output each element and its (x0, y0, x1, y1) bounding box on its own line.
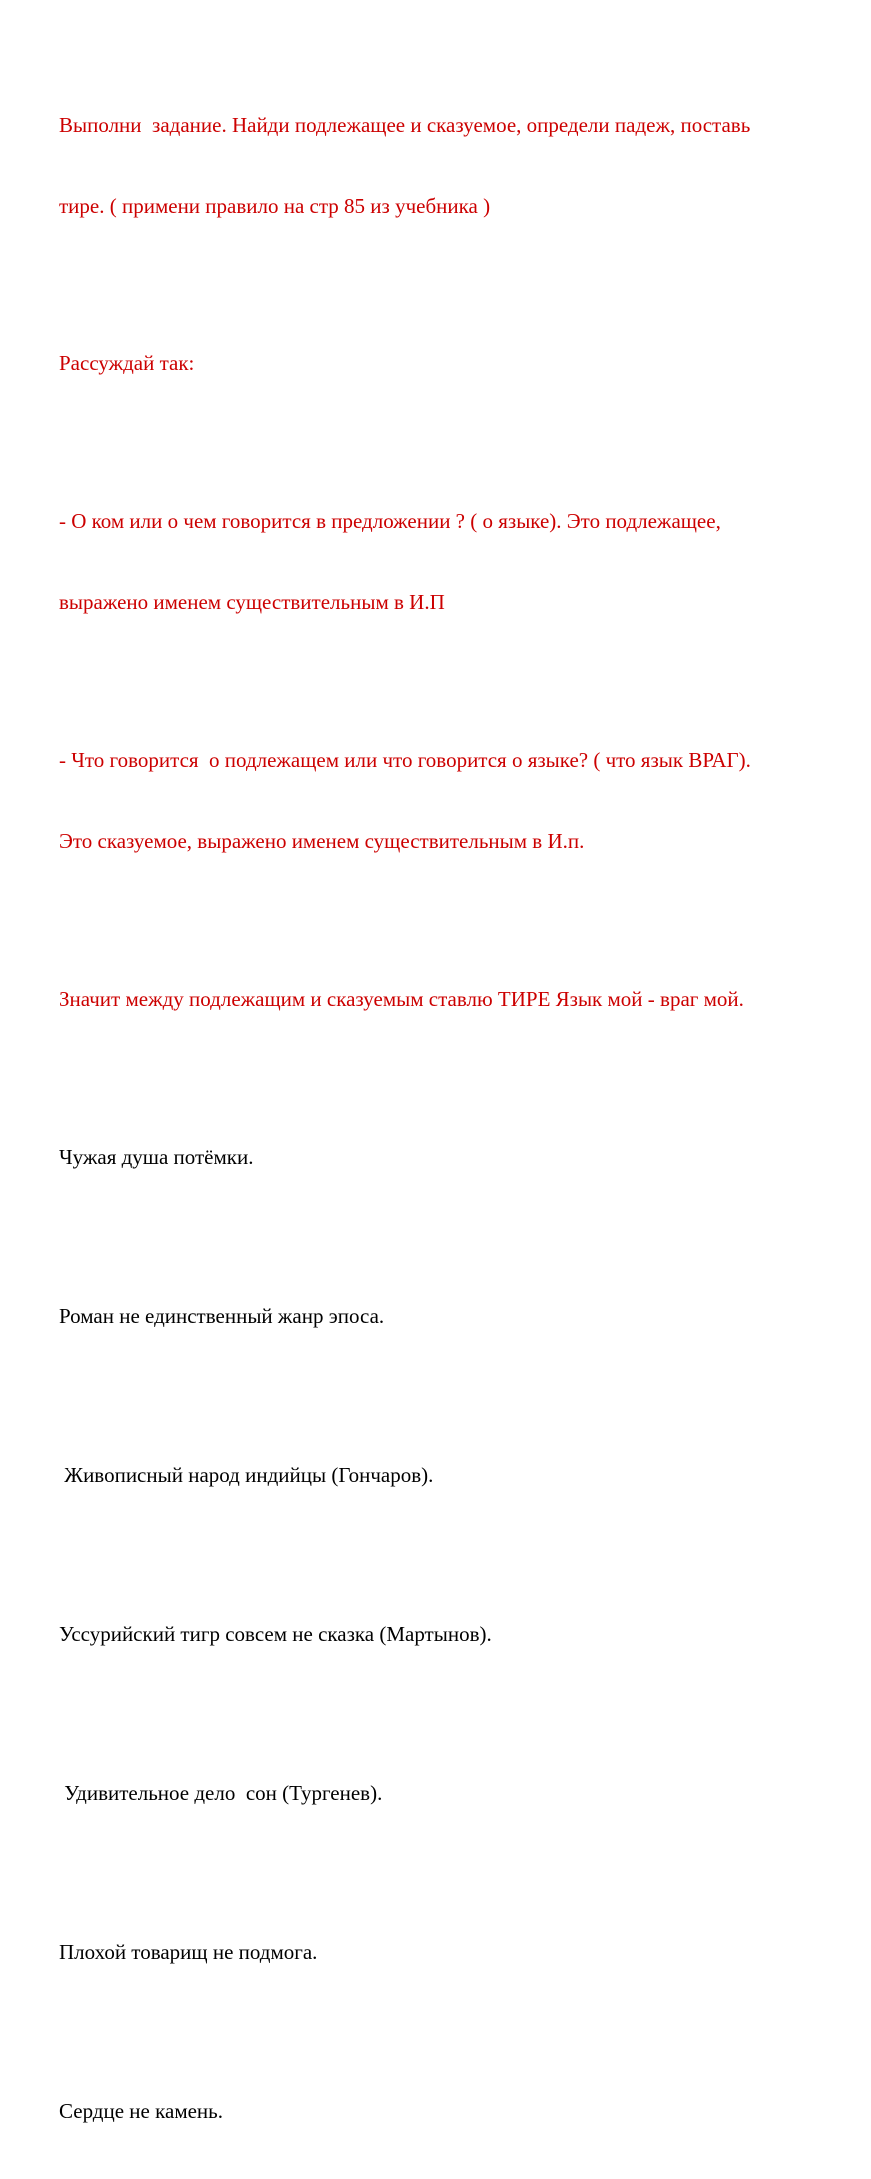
reasoning-intro (59, 296, 849, 431)
sentence-7: Сердце не камень. (59, 2099, 223, 2123)
step2-line-2: Это сказуемое, выражено именем существительным в И.п. (59, 829, 585, 853)
step2-line-1: - Что говорится о подлежащем или что говорится о языке? ( что язык ВРАГ). (59, 748, 751, 772)
worksheet (59, 58, 849, 2179)
reasoning-intro-text: Рассуждай так: (59, 351, 195, 375)
task-line-1: Выполни задание. Найди подлежащее и сказуемое, определи падеж, поставь (59, 113, 751, 137)
exercise-sentence (59, 1885, 849, 2020)
sentence-4: Уссурийский тигр совсем не сказка (Мартынов). (59, 1622, 492, 1646)
task-instruction (59, 58, 849, 274)
sentence-2: Роман не единственный жанр эпоса. (59, 1304, 385, 1328)
exercise-sentence (59, 1567, 849, 1702)
sentence-1: Чужая душа потёмки. (59, 1145, 254, 1169)
exercise-sentence (59, 1726, 849, 1861)
step1-line-1: - О ком или о чем говорится в предложении ? ( о языке). Это подлежащее, (59, 509, 721, 533)
exercise-sentence (59, 1249, 849, 1384)
exercise-sentence (59, 1090, 849, 1225)
conclusion (59, 932, 849, 1067)
reasoning-step-subject (59, 454, 849, 670)
step1-line-2: выражено именем существительным в И.П (59, 590, 445, 614)
reasoning-step-predicate (59, 693, 849, 909)
conclusion-text: Значит между подлежащим и сказуемым ставлю ТИРЕ Язык мой - враг мой. (59, 987, 744, 1011)
exercise-sentence (59, 1408, 849, 1543)
task-line-2: тире. ( примени правило на стр 85 из учебника ) (59, 194, 491, 218)
exercise-sentence (59, 2044, 849, 2179)
sentence-3: Живописный народ индийцы (Гончаров). (59, 1463, 434, 1487)
sentence-6: Плохой товарищ не подмога. (59, 1940, 318, 1964)
sentence-5: Удивительное дело сон (Тургенев). (59, 1781, 383, 1805)
